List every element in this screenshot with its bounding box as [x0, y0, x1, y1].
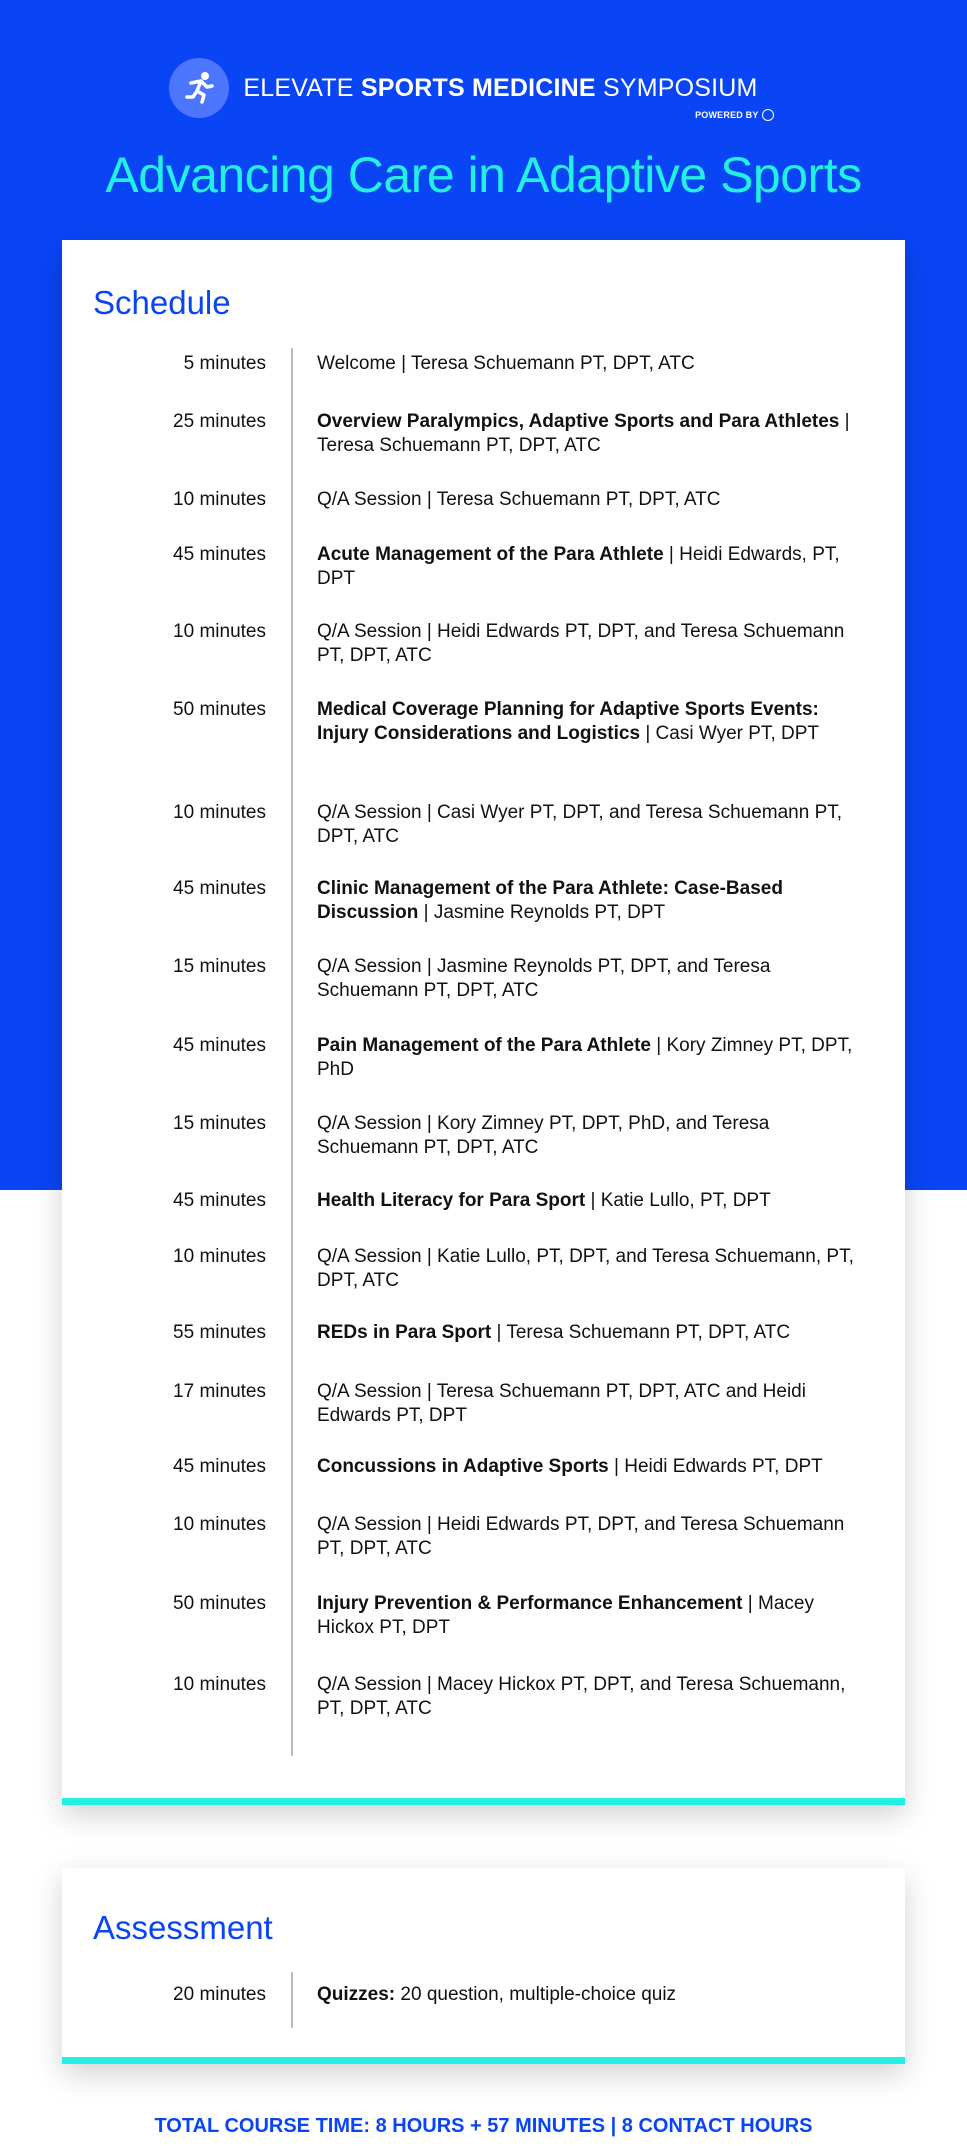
schedule-description: [317, 1321, 862, 1345]
schedule-duration: 10 minutes: [173, 621, 266, 642]
schedule-duration: 5 minutes: [183, 353, 266, 374]
schedule-speakers: Q/A Session | Heidi Edwards PT, DPT, and Teresa Schuemann PT, DPT, ATC: [317, 1514, 845, 1559]
schedule-speakers: | Heidi Edwards PT, DPT: [608, 1456, 823, 1477]
schedule-duration: 15 minutes: [173, 1113, 266, 1134]
schedule-speakers: Q/A Session | Macey Hickox PT, DPT, and Teresa Schuemann, PT, DPT, ATC: [317, 1674, 846, 1719]
powered-by: [695, 109, 774, 121]
schedule-duration: 50 minutes: [173, 699, 266, 720]
schedule-duration: 45 minutes: [173, 878, 266, 899]
assessment-card: [62, 1868, 905, 2064]
schedule-session-title: Concussions in Adaptive Sports: [317, 1456, 609, 1477]
schedule-description: [317, 1455, 862, 1479]
schedule-description: [317, 1189, 862, 1213]
schedule-description: [317, 1673, 862, 1721]
schedule-speakers: Q/A Session | Casi Wyer PT, DPT, and Teresa Schuemann PT, DPT, ATC: [317, 802, 843, 847]
schedule-speakers: Q/A Session | Heidi Edwards PT, DPT, and Teresa Schuemann PT, DPT, ATC: [317, 621, 845, 666]
schedule-speakers: Q/A Session | Jasmine Reynolds PT, DPT, and Teresa Schuemann PT, DPT, ATC: [317, 956, 771, 1001]
schedule-duration: 45 minutes: [173, 544, 266, 565]
assessment-title: Assessment: [93, 1909, 273, 1946]
schedule-duration: 25 minutes: [173, 411, 266, 432]
schedule-description: [317, 877, 862, 925]
brand-prefix: ELEVATE: [243, 73, 354, 102]
schedule-speakers: | Katie Lullo, PT, DPT: [585, 1190, 771, 1211]
schedule-session-title: Acute Management of the Para Athlete: [317, 544, 664, 565]
assessment-divider: [291, 1972, 293, 2028]
schedule-description: [317, 488, 862, 512]
schedule-description: [317, 352, 862, 376]
schedule-description: [317, 410, 862, 458]
assessment-speakers: 20 question, multiple-choice quiz: [395, 1984, 677, 2005]
runner-icon: [169, 58, 229, 118]
schedule-duration: 10 minutes: [173, 489, 266, 510]
schedule-description: [317, 1245, 862, 1293]
brand-wordmark: [243, 73, 759, 120]
schedule-speakers: | Casi Wyer PT, DPT: [640, 723, 819, 744]
schedule-speakers: | Macey Hickox PT, DPT: [317, 1593, 814, 1638]
schedule-card: [62, 240, 905, 1805]
schedule-session-title: Health Literacy for Para Sport: [317, 1190, 586, 1211]
schedule-session-title: Clinic Management of the Para Athlete: Case-Based Discussion: [317, 878, 783, 923]
schedule-speakers: Q/A Session | Kory Zimney PT, DPT, PhD, and Teresa Schuemann PT, DPT, ATC: [317, 1113, 770, 1158]
schedule-duration: 50 minutes: [173, 1593, 266, 1614]
schedule-speakers: Q/A Session | Teresa Schuemann PT, DPT, ATC: [317, 489, 721, 510]
powered-by-label: POWERED BY: [695, 109, 759, 120]
schedule-session-title: Pain Management of the Para Athlete: [317, 1035, 651, 1056]
assessment-session-title: Quizzes:: [317, 1984, 396, 2005]
schedule-description: [317, 1380, 862, 1428]
schedule-duration: 45 minutes: [173, 1456, 266, 1477]
schedule-duration: 45 minutes: [173, 1190, 266, 1211]
schedule-speakers: Q/A Session | Katie Lullo, PT, DPT, and Teresa Schuemann, PT, DPT, ATC: [317, 1246, 854, 1291]
schedule-speakers: | Teresa Schuemann PT, DPT, ATC: [317, 411, 850, 456]
schedule-speakers: | Kory Zimney PT, DPT, PhD: [317, 1035, 853, 1080]
page-title: Advancing Care in Adaptive Sports: [105, 147, 862, 203]
schedule-duration: 10 minutes: [173, 1674, 266, 1695]
schedule-speakers: Welcome | Teresa Schuemann PT, DPT, ATC: [317, 353, 695, 374]
schedule-description: [317, 1592, 862, 1640]
schedule-speakers: | Heidi Edwards, PT, DPT: [317, 544, 840, 589]
schedule-duration: 55 minutes: [173, 1322, 266, 1343]
schedule-description: [317, 1034, 862, 1082]
total-course-time: TOTAL COURSE TIME: 8 HOURS + 57 MINUTES | 8 CONTACT HOURS: [154, 2115, 813, 2137]
schedule-description: [317, 1513, 862, 1561]
schedule-duration: 15 minutes: [173, 956, 266, 977]
partner-logo-icon: [762, 109, 774, 121]
schedule-speakers: Q/A Session | Teresa Schuemann PT, DPT, ATC and Heidi Edwards PT, DPT: [317, 1381, 806, 1426]
schedule-session-title: Medical Coverage Planning for Adaptive Sports Events: Injury Considerations and Logistics: [317, 699, 819, 744]
brand-header: [0, 58, 967, 118]
schedule-description: [317, 1112, 862, 1160]
assessment-description: [317, 1983, 862, 2007]
schedule-duration: 45 minutes: [173, 1035, 266, 1056]
assessment-duration: 20 minutes: [173, 1984, 266, 2005]
schedule-description: [317, 698, 862, 746]
schedule-description: [317, 620, 862, 668]
schedule-speakers: | Jasmine Reynolds PT, DPT: [418, 902, 666, 923]
schedule-session-title: REDs in Para Sport: [317, 1322, 492, 1343]
schedule-description: [317, 801, 862, 849]
schedule-session-title: Overview Paralympics, Adaptive Sports and Para Athletes: [317, 411, 840, 432]
schedule-session-title: Injury Prevention & Performance Enhancement: [317, 1593, 743, 1614]
schedule-duration: 10 minutes: [173, 1246, 266, 1267]
schedule-description: [317, 955, 862, 1003]
schedule-speakers: | Teresa Schuemann PT, DPT, ATC: [491, 1322, 791, 1343]
schedule-description: [317, 543, 862, 591]
brand-bold: SPORTS MEDICINE: [360, 73, 596, 102]
brand-suffix: SYMPOSIUM: [602, 73, 758, 102]
schedule-duration: 10 minutes: [173, 802, 266, 823]
schedule-duration: 10 minutes: [173, 1514, 266, 1535]
schedule-duration: 17 minutes: [173, 1381, 266, 1402]
schedule-divider: [291, 348, 293, 1756]
schedule-title: Schedule: [93, 284, 231, 321]
